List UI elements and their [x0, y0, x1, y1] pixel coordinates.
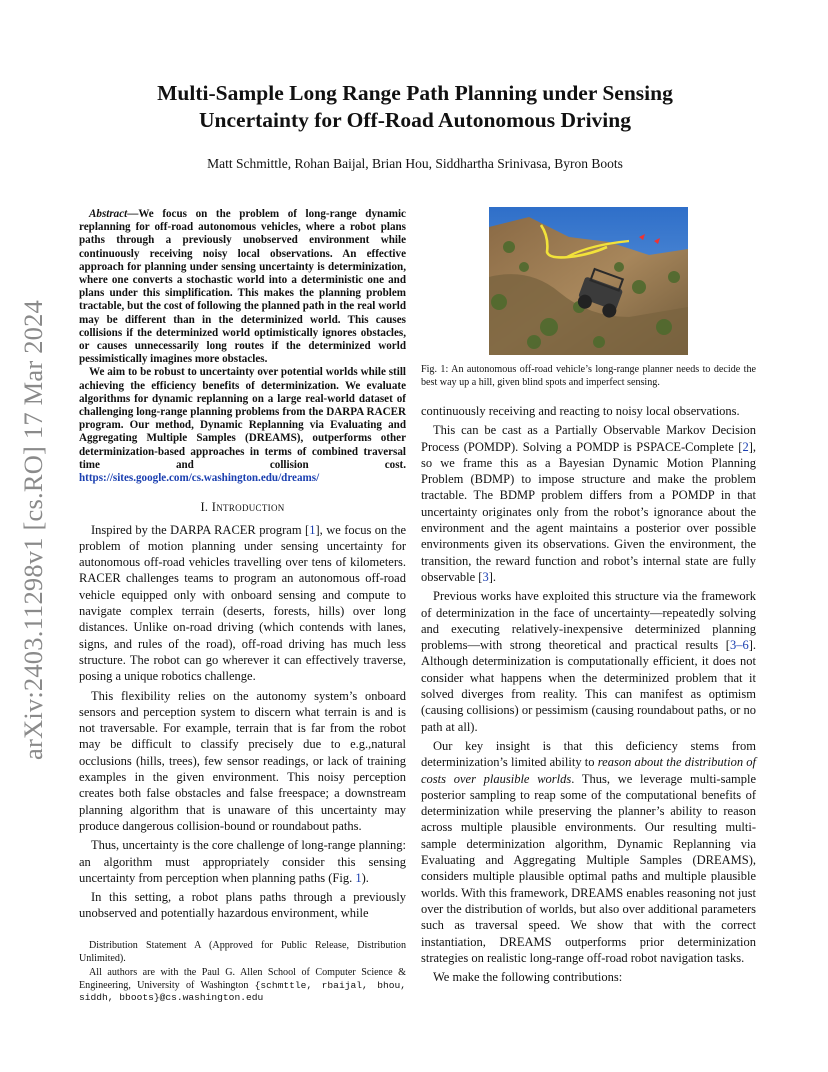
pomdp-text-c: ]. — [488, 569, 496, 584]
citation-link-1[interactable]: 1 — [309, 522, 316, 537]
intro-p3-text-a: Thus, uncertainty is the core challenge of long-range planning: an algorithm must appropriately consider this sensing uncertainty from perception when planning paths (Fig. — [79, 838, 406, 885]
intro-paragraph-4: In this setting, a robot plans paths through a previously unobserved and potentially hazardous environment, while — [79, 890, 406, 921]
right-paragraph-continued: continuously receiving and reacting to noisy local observations. — [421, 404, 740, 418]
author-emails: {schmttle, rbaijal, bhou, siddh, bboots}@cs.washington.edu — [79, 979, 406, 1003]
figure-offroad-vehicle-photo — [489, 207, 688, 355]
footnote-affiliation — [79, 967, 406, 1005]
section-name: Introduction — [211, 500, 285, 515]
pomdp-text-b: ], so we frame this as a Bayesian Dynamic Motion Planning Problem (BDMP) to impose structure and make the problem tractable. The BDMP problem differs from a POMDP in that uncertainty originates only from the robot’s ignorance about the environment and the agent maintains a posterior over possible environments given its observations. Given the environment, the transition, the reward function and robot’s internal state are fully observable [ — [421, 439, 756, 584]
right-column — [421, 403, 756, 988]
insight-text-a: Our key insight is that this deficiency stems from determinization’s limited ability to — [421, 738, 756, 770]
right-paragraph-determinization — [421, 588, 756, 735]
insight-text-b: . Thus, we leverage multi-sample posterior sampling to reap some of the computational benefits of determinization while preserving the planner’s ability to reason across multiple plausible environments. Our resulting multi-sample determinization algorithm, Dynamic Replanning via Evaluating and Aggregating Multiple Samples (DREAMS), considers multiple plausible optimal paths and multiple plausible worlds. With this framework, DREAMS enables reasoning not just over the distribution of worlds, but also over additional parameters such as traversal speed. We show that with the correct instantiation, DREAMS outperforms prior determinization strategies on realistic long-range off-road robot navigation tasks. — [421, 771, 756, 965]
right-paragraph-pomdp — [421, 422, 756, 585]
section-numeral: I. — [200, 500, 209, 515]
author-list: Matt Schmittle, Rohan Baijal, Brian Hou, Siddhartha Srinivasa, Byron Boots — [207, 156, 623, 171]
footnote-affiliation-text: All authors are with the Paul G. Allen School of Computer Science & Engineering, University of Washington — [79, 967, 406, 991]
abstract-paragraph-1 — [79, 208, 406, 366]
intro-paragraph-2: This flexibility relies on the autonomy system’s onboard sensors and perception system to discern what terrain is and is not traversable. For example, terrain that is far from the robot may be difficult to classify precisely due to e.g.,natural occlusions (hills, trees), few sensor readings, or lack of training examples in the given environment. This noisy perception creates both false obstacles and false freespace; a downstream planning algorithm that is unaware of this uncertainty may produce dangerous collision-bound or roundabout paths. — [79, 688, 406, 833]
determinization-text-b: ]. Although determinization is computationally efficient, it does not consider what happens when the determinized problem that it solved diverges from reality. This can manifest as optimism (causing collisions) or pessimism (causing roundabout paths, or no path at all). — [421, 638, 756, 734]
insight-emphasis: reason about the distribution of costs over plausible worlds — [421, 755, 757, 786]
left-column — [79, 208, 406, 925]
intro-p3-text-b: ). — [361, 870, 369, 885]
citation-link-3[interactable]: 3 — [482, 569, 489, 584]
right-paragraph-contributions: We make the following contributions: — [433, 970, 623, 985]
project-url-link[interactable]: https://sites.google.com/cs.washington.edu/dreams/ — [79, 472, 320, 485]
intro-paragraph-3 — [79, 837, 406, 886]
intro-p1-text-a: Inspired by the DARPA RACER program [ — [91, 522, 310, 537]
title-line-1: Multi-Sample Long Range Path Planning under Sensing — [157, 81, 673, 105]
section-heading-introduction — [79, 499, 406, 515]
pomdp-text-a: This can be cast as a Partially Observable Markov Decision Process (POMDP). Solving a POMDP is PSPACE-Complete [ — [421, 423, 756, 454]
abstract-text-2: We aim to be robust to uncertainty over potential worlds while still achieving the efficiency benefits of determinization. We evaluate algorithms for dynamic replanning on a large real-world dataset of challenging long-range planning problems from the DARPA RACER program. Our method, Dynamic Replanning via Evaluating and Aggregating Multiple Samples (DREAMS), outperforms other determinization-based approaches in terms of combined traversal time and collision cost. — [79, 366, 406, 471]
intro-paragraph-1 — [79, 522, 406, 685]
figure-1-caption: Fig. 1: An autonomous off-road vehicle’s long-range planner needs to decide the best way up a hill, given blind spots and imperfect sensing. — [421, 364, 756, 388]
abstract-text-1: —We focus on the problem of long-range dynamic replanning for off-road autonomous vehicles, where a robot plans paths through a previously unobserved environment while continuously receiving noisy local observations. An effective approach for planning under sensing uncertainty is determinization, where one converts a stochastic world into a deterministic one and plans under this simplification. This makes the planning problem tractable, but the cost of following the planned path in the real world may be different than in the determinized world. This causes collisions if the determinized world optimistically ignores obstacles, or causes unnecessarily long routes if the determinized world pessimistically imagines more obstacles. — [79, 208, 406, 366]
arxiv-identifier: arXiv:2403.11298v1 [cs.RO] 17 Mar 2024 — [18, 299, 48, 760]
right-paragraph-key-insight — [421, 738, 756, 966]
figure-ref-link[interactable]: 1 — [355, 870, 362, 885]
title-line-2: Uncertainty for Off-Road Autonomous Driving — [199, 108, 631, 132]
intro-p1-text-b: ], we focus on the problem of motion planning under sensing uncertainty for autonomous off-road vehicles travelling over tens of kilometers. RACER challenges teams to program an autonomous off-road vehicle equipped only with onboard sensing and compute to navigate complex terrain (deserts, forests, hills) over long distances. Unlike on-road driving (which contends with lanes, signs, and rules of the road), off-road driving has much less structure. The robot can go wherever it can effectively traverse, posing a unique robotics challenge. — [79, 522, 406, 684]
footnotes — [79, 940, 406, 1007]
footnote-distribution: Distribution Statement A (Approved for Public Release, Distribution Unlimited). — [79, 940, 406, 964]
abstract — [79, 208, 406, 485]
abstract-label: Abstract — [89, 208, 128, 220]
offroad-hill-image — [489, 207, 688, 355]
paper-title — [80, 80, 750, 134]
citation-link-2[interactable]: 2 — [742, 439, 749, 454]
determinization-text-a: Previous works have exploited this structure via the framework of determinization in the face of uncertainty—repeatedly solving and executing relatively-inexpensive determinized planning problems—with strong theoretical and practical results [ — [421, 589, 756, 653]
abstract-paragraph-2 — [79, 366, 406, 485]
citation-link-3-6[interactable]: 3–6 — [729, 638, 749, 653]
